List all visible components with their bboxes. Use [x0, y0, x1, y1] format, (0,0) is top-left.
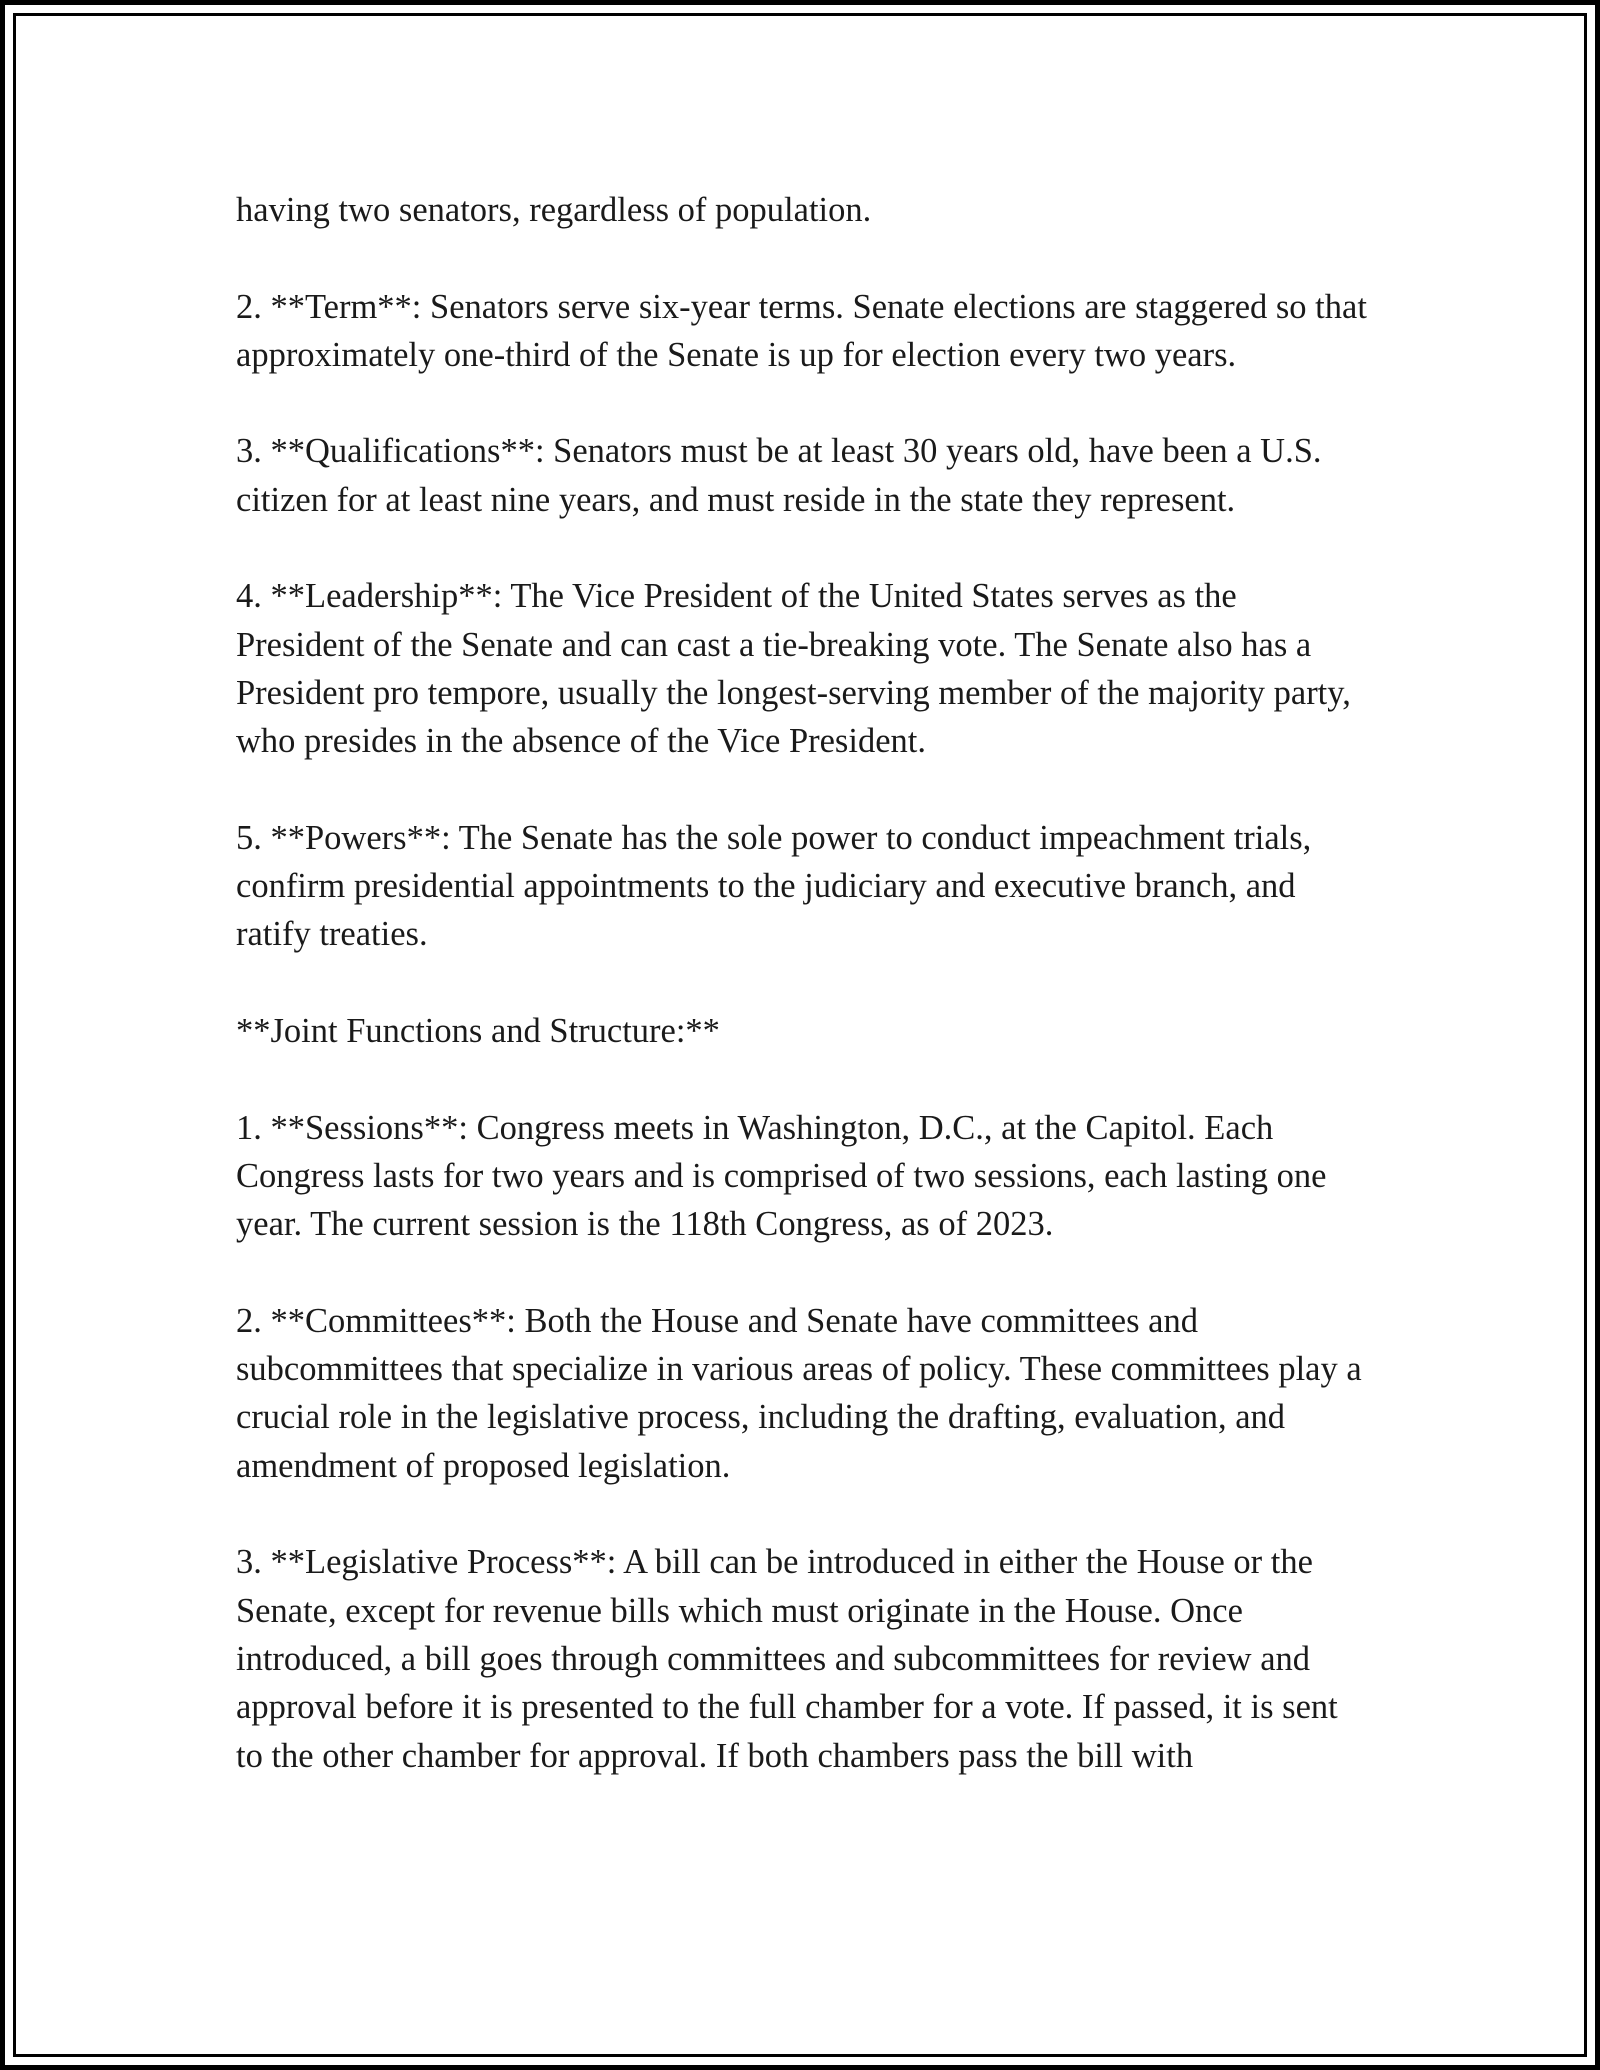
document-body: [236, 186, 1372, 1780]
paragraph-senate-representation: having two senators, regardless of population.: [236, 191, 872, 229]
paragraph-committees: 2. **Committees**: Both the House and Senate have committees and subcommittees that specialize in various areas of policy. These committees play a crucial role in the legislative process, including the drafting, evaluation, and amendment of proposed legislation.: [236, 1301, 1362, 1485]
paragraph-legislative-process: 3. **Legislative Process**: A bill can be introduced in either the House or the Senate, except for revenue bills which must originate in the House. Once introduced, a bill goes through committees and subcommittees for review and approval before it is presented to the full chamber for a vote. If passed, it is sent to the other chamber for approval. If both chambers pass the bill with: [236, 1543, 1338, 1775]
paragraph-senate-qualifications: 3. **Qualifications**: Senators must be at least 30 years old, have been a U.S. citizen for at least nine years, and must reside in the state they represent.: [236, 432, 1322, 519]
paragraph-senate-powers: 5. **Powers**: The Senate has the sole power to conduct impeachment trials, confirm presidential appointments to the judiciary and executive branch, and ratify treaties.: [236, 818, 1312, 954]
paragraph-senate-term: 2. **Term**: Senators serve six-year terms. Senate elections are staggered so that approximately one-third of the Senate is up for election every two years.: [236, 287, 1367, 374]
paragraph-sessions: 1. **Sessions**: Congress meets in Washington, D.C., at the Capitol. Each Congress lasts for two years and is comprised of two sessions, each lasting one year. The current session is the 118th Congress, as of 2023.: [236, 1108, 1327, 1244]
paragraph-senate-leadership: 4. **Leadership**: The Vice President of the United States serves as the President of the Senate and can cast a tie-breaking vote. The Senate also has a President pro tempore, usually the longest-serving member of the majority party, who presides in the absence of the Vice President.: [236, 577, 1351, 761]
section-heading-joint-functions: **Joint Functions and Structure:**: [236, 1012, 720, 1051]
